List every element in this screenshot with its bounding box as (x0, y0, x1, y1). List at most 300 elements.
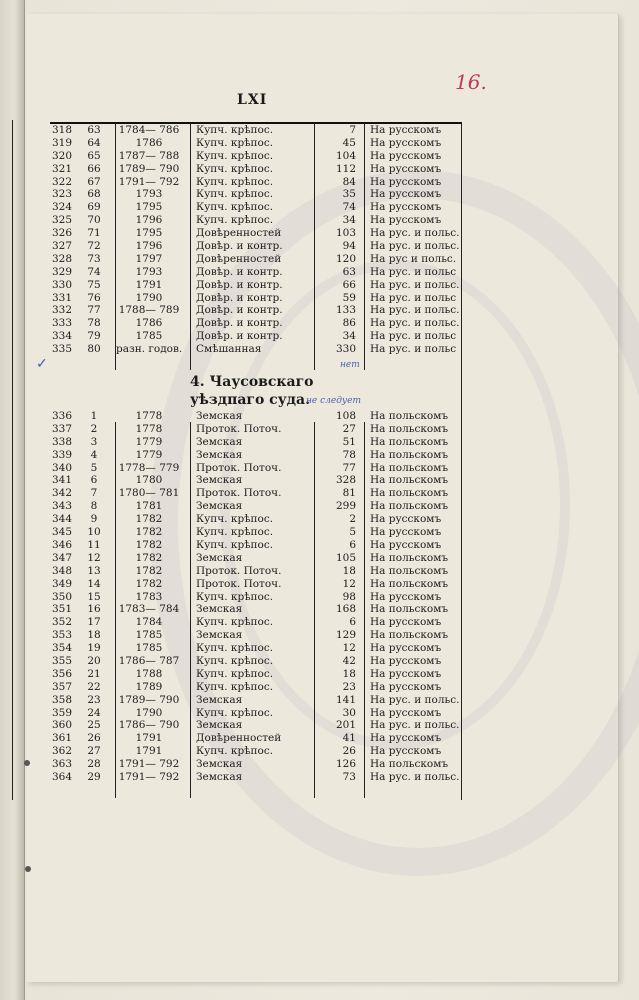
document-type: Купч. крѣпос. (196, 175, 274, 188)
language: На русскомъ (370, 214, 442, 227)
years: 1789 (135, 680, 163, 693)
count: 6 (349, 616, 356, 629)
table-row (50, 539, 462, 552)
row-number: 345 (52, 526, 73, 539)
inventory-number: 17 (87, 616, 101, 629)
years: 1783— 784 (118, 603, 180, 616)
years: 1784— 786 (118, 124, 180, 136)
table-row (50, 292, 462, 305)
pencil-note: не следует (306, 396, 361, 406)
row-number: 353 (52, 629, 73, 642)
column-divider (364, 422, 365, 798)
table-row (50, 343, 462, 356)
count: 23 (342, 680, 356, 693)
inventory-number: 9 (90, 513, 98, 526)
inventory-number: 27 (87, 745, 101, 758)
years: 1785 (135, 629, 163, 642)
language: На русскомъ (370, 188, 442, 201)
archive-table (50, 122, 462, 784)
years: 1789— 790 (118, 693, 180, 706)
count: 103 (335, 227, 356, 240)
document-type: Купч. крѣпос. (196, 201, 274, 214)
years: 1778 (135, 410, 163, 423)
table-row (50, 552, 462, 565)
document-type: Довѣренностей (196, 227, 282, 240)
language: На рус. и польс. (370, 227, 460, 240)
inventory-number: 5 (90, 461, 98, 474)
table-row (50, 462, 462, 475)
years: 1782 (135, 577, 163, 590)
binding-hole (25, 866, 31, 872)
language: На рус. и польс (370, 291, 457, 304)
column-divider (190, 124, 191, 370)
table-row (50, 694, 462, 707)
column-divider (190, 422, 191, 798)
document-type: Довѣренностей (196, 252, 282, 265)
table-row (50, 227, 462, 240)
language: На польскомъ (370, 487, 449, 500)
years: 1790 (135, 291, 163, 304)
language: На русскомъ (370, 745, 442, 758)
years: 1784 (135, 616, 163, 629)
row-number: 347 (52, 551, 73, 564)
document-type: Земская (196, 629, 243, 642)
table-row (50, 655, 462, 668)
inventory-number: 16 (87, 603, 101, 616)
table-row (50, 707, 462, 720)
column-divider (314, 422, 315, 798)
years: 1785 (135, 642, 163, 655)
row-number: 364 (52, 770, 73, 783)
row-number: 326 (52, 227, 73, 240)
inventory-number: 75 (87, 278, 101, 291)
inventory-number: 1 (90, 410, 98, 423)
count: 78 (342, 448, 356, 461)
section-title: 4. Чаусовскаго (190, 374, 314, 390)
language: На рус и польс. (370, 252, 457, 265)
count: 168 (335, 603, 356, 616)
count: 120 (335, 252, 356, 265)
language: На рус. и польс. (370, 304, 460, 317)
row-number: 348 (52, 564, 73, 577)
document-type: Купч. крѣпос. (196, 616, 274, 629)
table-row (50, 719, 462, 732)
row-number: 328 (52, 252, 73, 265)
count: 41 (342, 732, 356, 745)
years: 1782 (135, 538, 163, 551)
count: 330 (335, 343, 356, 356)
count: 18 (342, 564, 356, 577)
language: На рус. и польс (370, 265, 457, 278)
years: 1791— 792 (118, 770, 180, 783)
language: На польскомъ (370, 410, 449, 423)
years: 1786 (135, 317, 163, 330)
years: 1791 (135, 278, 163, 291)
row-number: 355 (52, 654, 73, 667)
document-type: Купч. крѣпос. (196, 513, 274, 526)
document-type: Земская (196, 770, 243, 783)
handwritten-page-number: 16. (455, 70, 487, 94)
inventory-number: 76 (87, 291, 101, 304)
inventory-number: 25 (87, 719, 101, 732)
document-type: Проток. Поточ. (196, 577, 282, 590)
language: На польскомъ (370, 603, 449, 616)
language: На рус. и польс (370, 330, 457, 343)
language: На рус. и польс (370, 343, 457, 356)
inventory-number: 22 (87, 680, 101, 693)
table-part-1 (50, 124, 462, 356)
language: На русскомъ (370, 667, 442, 680)
count: 129 (335, 629, 356, 642)
row-number: 330 (52, 278, 73, 291)
table-row (50, 201, 462, 214)
count: 26 (342, 745, 356, 758)
right-border (461, 124, 462, 800)
row-number: 354 (52, 642, 73, 655)
inventory-number: 77 (87, 304, 101, 317)
language: На русскомъ (370, 201, 442, 214)
language: На польскомъ (370, 435, 449, 448)
language: На польскомъ (370, 577, 449, 590)
language: На рус. и польс. (370, 719, 460, 732)
row-number: 356 (52, 667, 73, 680)
count: 141 (335, 693, 356, 706)
count: 108 (335, 410, 356, 423)
table-row (50, 603, 462, 616)
count: 18 (342, 667, 356, 680)
inventory-number: 63 (87, 124, 101, 136)
table-row (50, 317, 462, 330)
count: 12 (342, 642, 356, 655)
column-divider (364, 124, 365, 370)
inventory-number: 20 (87, 654, 101, 667)
row-number: 324 (52, 201, 73, 214)
count: 201 (335, 719, 356, 732)
count: 66 (342, 278, 356, 291)
inventory-number: 78 (87, 317, 101, 330)
table-row (50, 124, 462, 137)
document-type: Смѣшанная (196, 343, 262, 356)
count: 104 (335, 149, 356, 162)
table-row (50, 629, 462, 642)
years: 1780— 781 (118, 487, 180, 500)
row-number: 360 (52, 719, 73, 732)
row-number: 362 (52, 745, 73, 758)
row-number: 335 (52, 343, 73, 356)
row-number: 358 (52, 693, 73, 706)
row-number: 336 (52, 410, 73, 423)
document-type: Купч. крѣпос. (196, 538, 274, 551)
language: На рус. и польс. (370, 240, 460, 253)
years: 1788 (135, 667, 163, 680)
row-number: 359 (52, 706, 73, 719)
count: 81 (342, 487, 356, 500)
row-number: 363 (52, 758, 73, 771)
inventory-number: 71 (87, 227, 101, 240)
count: 77 (342, 461, 356, 474)
count: 30 (342, 706, 356, 719)
count: 63 (342, 265, 356, 278)
column-divider (115, 422, 116, 798)
years: 1791— 792 (118, 175, 180, 188)
document-type: Земская (196, 603, 243, 616)
table-row (50, 681, 462, 694)
table-row (50, 745, 462, 758)
row-number: 329 (52, 265, 73, 278)
document-type: Довѣр. и контр. (196, 265, 283, 278)
inventory-number: 66 (87, 162, 101, 175)
language: На рус. и польс. (370, 278, 460, 291)
row-number: 343 (52, 500, 73, 513)
inventory-number: 19 (87, 642, 101, 655)
row-number: 340 (52, 461, 73, 474)
document-type: Земская (196, 435, 243, 448)
row-number: 325 (52, 214, 73, 227)
years: 1793 (135, 188, 163, 201)
table-row (50, 240, 462, 253)
language: На русскомъ (370, 590, 442, 603)
years: 1783 (135, 590, 163, 603)
document-type: Купч. крѣпос. (196, 642, 274, 655)
language: На русскомъ (370, 149, 442, 162)
inventory-number: 72 (87, 240, 101, 253)
inventory-number: 73 (87, 252, 101, 265)
row-number: 357 (52, 680, 73, 693)
years: 1796 (135, 214, 163, 227)
inventory-number: 15 (87, 590, 101, 603)
inventory-number: 67 (87, 175, 101, 188)
document-type: Проток. Поточ. (196, 422, 282, 435)
years: 1785 (135, 330, 163, 343)
language: На рус. и польс. (370, 317, 460, 330)
years: 1782 (135, 564, 163, 577)
document-type: Купч. крѣпос. (196, 124, 274, 136)
row-number: 351 (52, 603, 73, 616)
inventory-number: 2 (90, 422, 98, 435)
years: 1791 (135, 745, 163, 758)
column-divider (115, 124, 116, 370)
years: 1786 (135, 136, 163, 149)
count: 105 (335, 551, 356, 564)
table-row (50, 758, 462, 771)
row-number: 332 (52, 304, 73, 317)
table-row (50, 423, 462, 436)
count: 42 (342, 654, 356, 667)
language: На рус. и польс. (370, 693, 460, 706)
document-type: Купч. крѣпос. (196, 188, 274, 201)
row-number: 323 (52, 188, 73, 201)
document-type: Купч. крѣпос. (196, 680, 274, 693)
column-divider (314, 124, 315, 370)
inventory-number: 28 (87, 758, 101, 771)
document-type: Купч. крѣпос. (196, 706, 274, 719)
count: 6 (349, 538, 356, 551)
inventory-number: 79 (87, 330, 101, 343)
years: 1778 (135, 422, 163, 435)
document-type: Земская (196, 474, 243, 487)
inventory-number: 23 (87, 693, 101, 706)
inventory-number: 68 (87, 188, 101, 201)
inventory-number: 64 (87, 136, 101, 149)
table-row (50, 214, 462, 227)
document-type: Земская (196, 758, 243, 771)
language: На польскомъ (370, 448, 449, 461)
row-number: 334 (52, 330, 73, 343)
years: 1788— 789 (118, 304, 180, 317)
inventory-number: 26 (87, 732, 101, 745)
count: 328 (335, 474, 356, 487)
inventory-number: 4 (90, 448, 98, 461)
document-type: Довѣр. и контр. (196, 317, 283, 330)
pencil-note: нет (340, 360, 360, 370)
inventory-number: 70 (87, 214, 101, 227)
row-number: 338 (52, 435, 73, 448)
language: На русскомъ (370, 175, 442, 188)
left-page-edge (0, 0, 25, 1000)
table-row (50, 771, 462, 784)
document-type: Земская (196, 500, 243, 513)
count: 126 (335, 758, 356, 771)
document-type: Купч. крѣпос. (196, 654, 274, 667)
language: На польскомъ (370, 564, 449, 577)
language: На польскомъ (370, 422, 449, 435)
language: На польскомъ (370, 629, 449, 642)
inventory-number: 10 (87, 526, 101, 539)
document-type: Довѣр. и контр. (196, 330, 283, 343)
document-type: Земская (196, 448, 243, 461)
table-row (50, 578, 462, 591)
inventory-number: 13 (87, 564, 101, 577)
row-number: 346 (52, 538, 73, 551)
row-number: 339 (52, 448, 73, 461)
document-type: Купч. крѣпос. (196, 745, 274, 758)
table-row (50, 137, 462, 150)
language: На русскомъ (370, 642, 442, 655)
inventory-number: 29 (87, 770, 101, 783)
years: 1791— 792 (118, 758, 180, 771)
years: 1789— 790 (118, 162, 180, 175)
language: На польскомъ (370, 474, 449, 487)
years: 1797 (135, 252, 163, 265)
language: На русскомъ (370, 538, 442, 551)
table-row (50, 668, 462, 681)
row-number: 341 (52, 474, 73, 487)
document-type: Земская (196, 410, 243, 423)
count: 84 (342, 175, 356, 188)
language: На русскомъ (370, 136, 442, 149)
language: На польскомъ (370, 551, 449, 564)
table-row (50, 304, 462, 317)
count: 27 (342, 422, 356, 435)
page-number: LXI (237, 92, 268, 108)
years: 1796 (135, 240, 163, 253)
language: На польскомъ (370, 500, 449, 513)
count: 51 (342, 435, 356, 448)
count: 5 (349, 526, 356, 539)
years: 1780 (135, 474, 163, 487)
document-type: Купч. крѣпос. (196, 214, 274, 227)
table-row (50, 565, 462, 578)
language: На русскомъ (370, 654, 442, 667)
inventory-number: 69 (87, 201, 101, 214)
document-type: Земская (196, 693, 243, 706)
count: 34 (342, 214, 356, 227)
row-number: 342 (52, 487, 73, 500)
years: разн. годов. (116, 343, 183, 356)
count: 2 (349, 513, 356, 526)
count: 74 (342, 201, 356, 214)
language: На русскомъ (370, 526, 442, 539)
language: На русскомъ (370, 616, 442, 629)
language: На русскомъ (370, 680, 442, 693)
language: На русскомъ (370, 513, 442, 526)
count: 34 (342, 330, 356, 343)
table-part-2 (50, 410, 462, 784)
table-row (50, 642, 462, 655)
count: 59 (342, 291, 356, 304)
years: 1791 (135, 732, 163, 745)
row-number: 320 (52, 149, 73, 162)
document-type: Проток. Поточ. (196, 564, 282, 577)
table-row (50, 279, 462, 292)
years: 1786— 787 (118, 654, 180, 667)
document-type: Проток. Поточ. (196, 487, 282, 500)
row-number: 349 (52, 577, 73, 590)
check-mark-icon: ✓ (36, 356, 48, 372)
table-row (50, 253, 462, 266)
table-row (50, 150, 462, 163)
row-number: 331 (52, 291, 73, 304)
row-number: 352 (52, 616, 73, 629)
language: На польскомъ (370, 758, 449, 771)
inventory-number: 7 (90, 487, 98, 500)
document-type: Купч. крѣпос. (196, 149, 274, 162)
years: 1782 (135, 551, 163, 564)
table-row (50, 436, 462, 449)
document-type: Купч. крѣпос. (196, 667, 274, 680)
table-row (50, 732, 462, 745)
inventory-number: 14 (87, 577, 101, 590)
row-number: 337 (52, 422, 73, 435)
years: 1781 (135, 500, 163, 513)
count: 98 (342, 590, 356, 603)
years: 1787— 788 (118, 149, 180, 162)
years: 1786— 790 (118, 719, 180, 732)
document-type: Купч. крѣпос. (196, 136, 274, 149)
language: На польскомъ (370, 461, 449, 474)
table-row (50, 616, 462, 629)
row-number: 350 (52, 590, 73, 603)
binding-hole (24, 760, 30, 766)
row-number: 333 (52, 317, 73, 330)
table-row (50, 526, 462, 539)
section-subtitle: уѣздпаго суда. (190, 392, 310, 408)
table-row (50, 266, 462, 279)
count: 133 (335, 304, 356, 317)
row-number: 318 (52, 124, 73, 136)
row-number: 322 (52, 175, 73, 188)
row-number: 319 (52, 136, 73, 149)
years: 1790 (135, 706, 163, 719)
count: 35 (342, 188, 356, 201)
inventory-number: 6 (90, 474, 98, 487)
count: 112 (335, 162, 356, 175)
count: 86 (342, 317, 356, 330)
years: 1779 (135, 435, 163, 448)
count: 12 (342, 577, 356, 590)
inventory-number: 80 (87, 343, 101, 356)
document-type: Довѣр. и контр. (196, 304, 283, 317)
